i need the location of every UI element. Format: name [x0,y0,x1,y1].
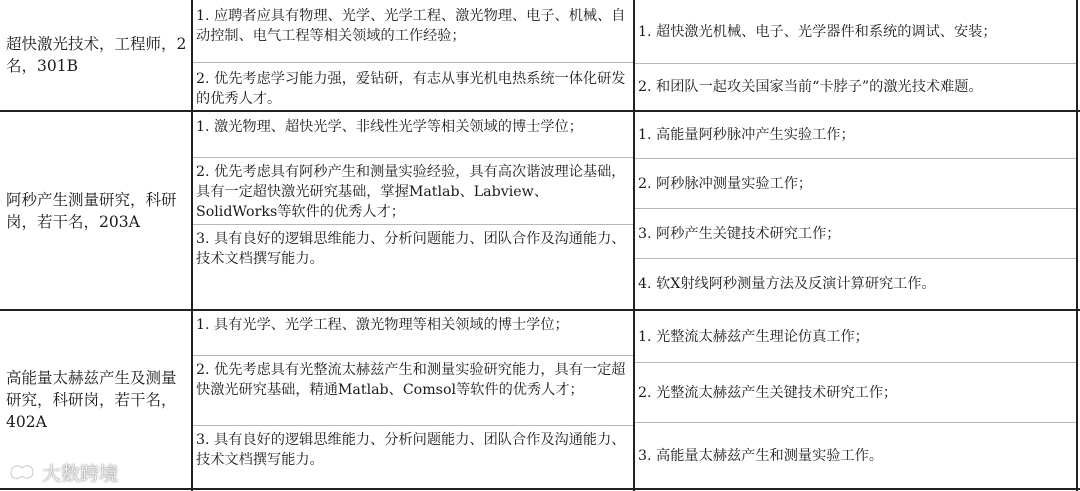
requirements-cell [193,5,633,110]
requirement-item: 1. 具有光学、光学工程、激光物理等相关领域的博士学位； [193,314,633,356]
position-text: 阿秒产生测量研究，科研岗，若干名，203A [6,190,177,231]
position-text: 超快激光技术，工程师，2名，301B [6,35,187,75]
requirement-item: 2. 优先考虑具有阿秒产生和测量实验经验，具有高次谐波理论基础，具有一定超快激光研究基础，掌握Matlab、Labview、SolidWorks等软件的优秀人才； [193,158,633,225]
requirements-cell [193,314,633,488]
brand-logo-icon [8,461,36,483]
table-right-border [1076,0,1078,491]
duty-item: 4. 软X射线阿秒测量方法及反演计算研究工作。 [638,276,936,292]
position-cell [0,112,191,309]
position-text: 高能量太赫兹产生及测量研究，科研岗，若干名，402A [6,368,177,431]
duties-cell [635,311,1076,488]
requirement-item: 3. 具有良好的逻辑思维能力、分析问题能力、团队合作及沟通能力、技术文档撰写能力。 [196,432,626,468]
requirement-item: 3. 具有良好的逻辑思维能力、分析问题能力、团队合作及沟通能力、技术文档撰写能力。 [196,231,626,267]
requirement-item: 1. 应聘者应具有物理、光学、光学工程、激光物理、电子、机械、自动控制、电气工程等相关领域的工作经验； [193,5,633,63]
duty-item: 1. 光整流太赫兹产生理论仿真工作； [635,311,1076,363]
requirement-item: 1. 激光物理、超快光学、非线性光学等相关领域的博士学位； [193,116,633,158]
duty-item: 2. 光整流太赫兹产生关键技术研究工作； [635,363,1076,423]
requirement-item: 2. 优先考虑具有光整流太赫兹产生和测量实验研究能力，具有一定超快激光研究基础，精通Matlab、Comsol等软件的优秀人才； [193,356,633,426]
position-cell [0,0,191,110]
duty-item: 2. 阿秒脉冲测量实验工作； [635,159,1076,209]
duties-cell [635,112,1076,309]
requirement-item: 2. 优先考虑学习能力强，爱钻研，有志从事光机电热系统一体化研发的优秀人才。 [196,71,626,107]
duty-item: 2. 和团队一起攻关国家当前“卡脖子”的激光技术难题。 [638,79,983,95]
table-bottom-border [0,488,1080,490]
duties-cell [635,0,1076,110]
watermark [8,458,118,486]
duty-item: 1. 高能量阿秒脉冲产生实验工作； [635,112,1076,159]
duty-item: 1. 超快激光机械、电子、光学器件和系统的调试、安装； [635,0,1076,64]
requirements-cell [193,116,633,309]
watermark-text: 大数跨境 [42,462,119,485]
duty-item: 3. 阿秒产生关键技术研究工作； [635,209,1076,259]
duty-item: 3. 高能量太赫兹产生和测量实验工作。 [638,447,884,464]
